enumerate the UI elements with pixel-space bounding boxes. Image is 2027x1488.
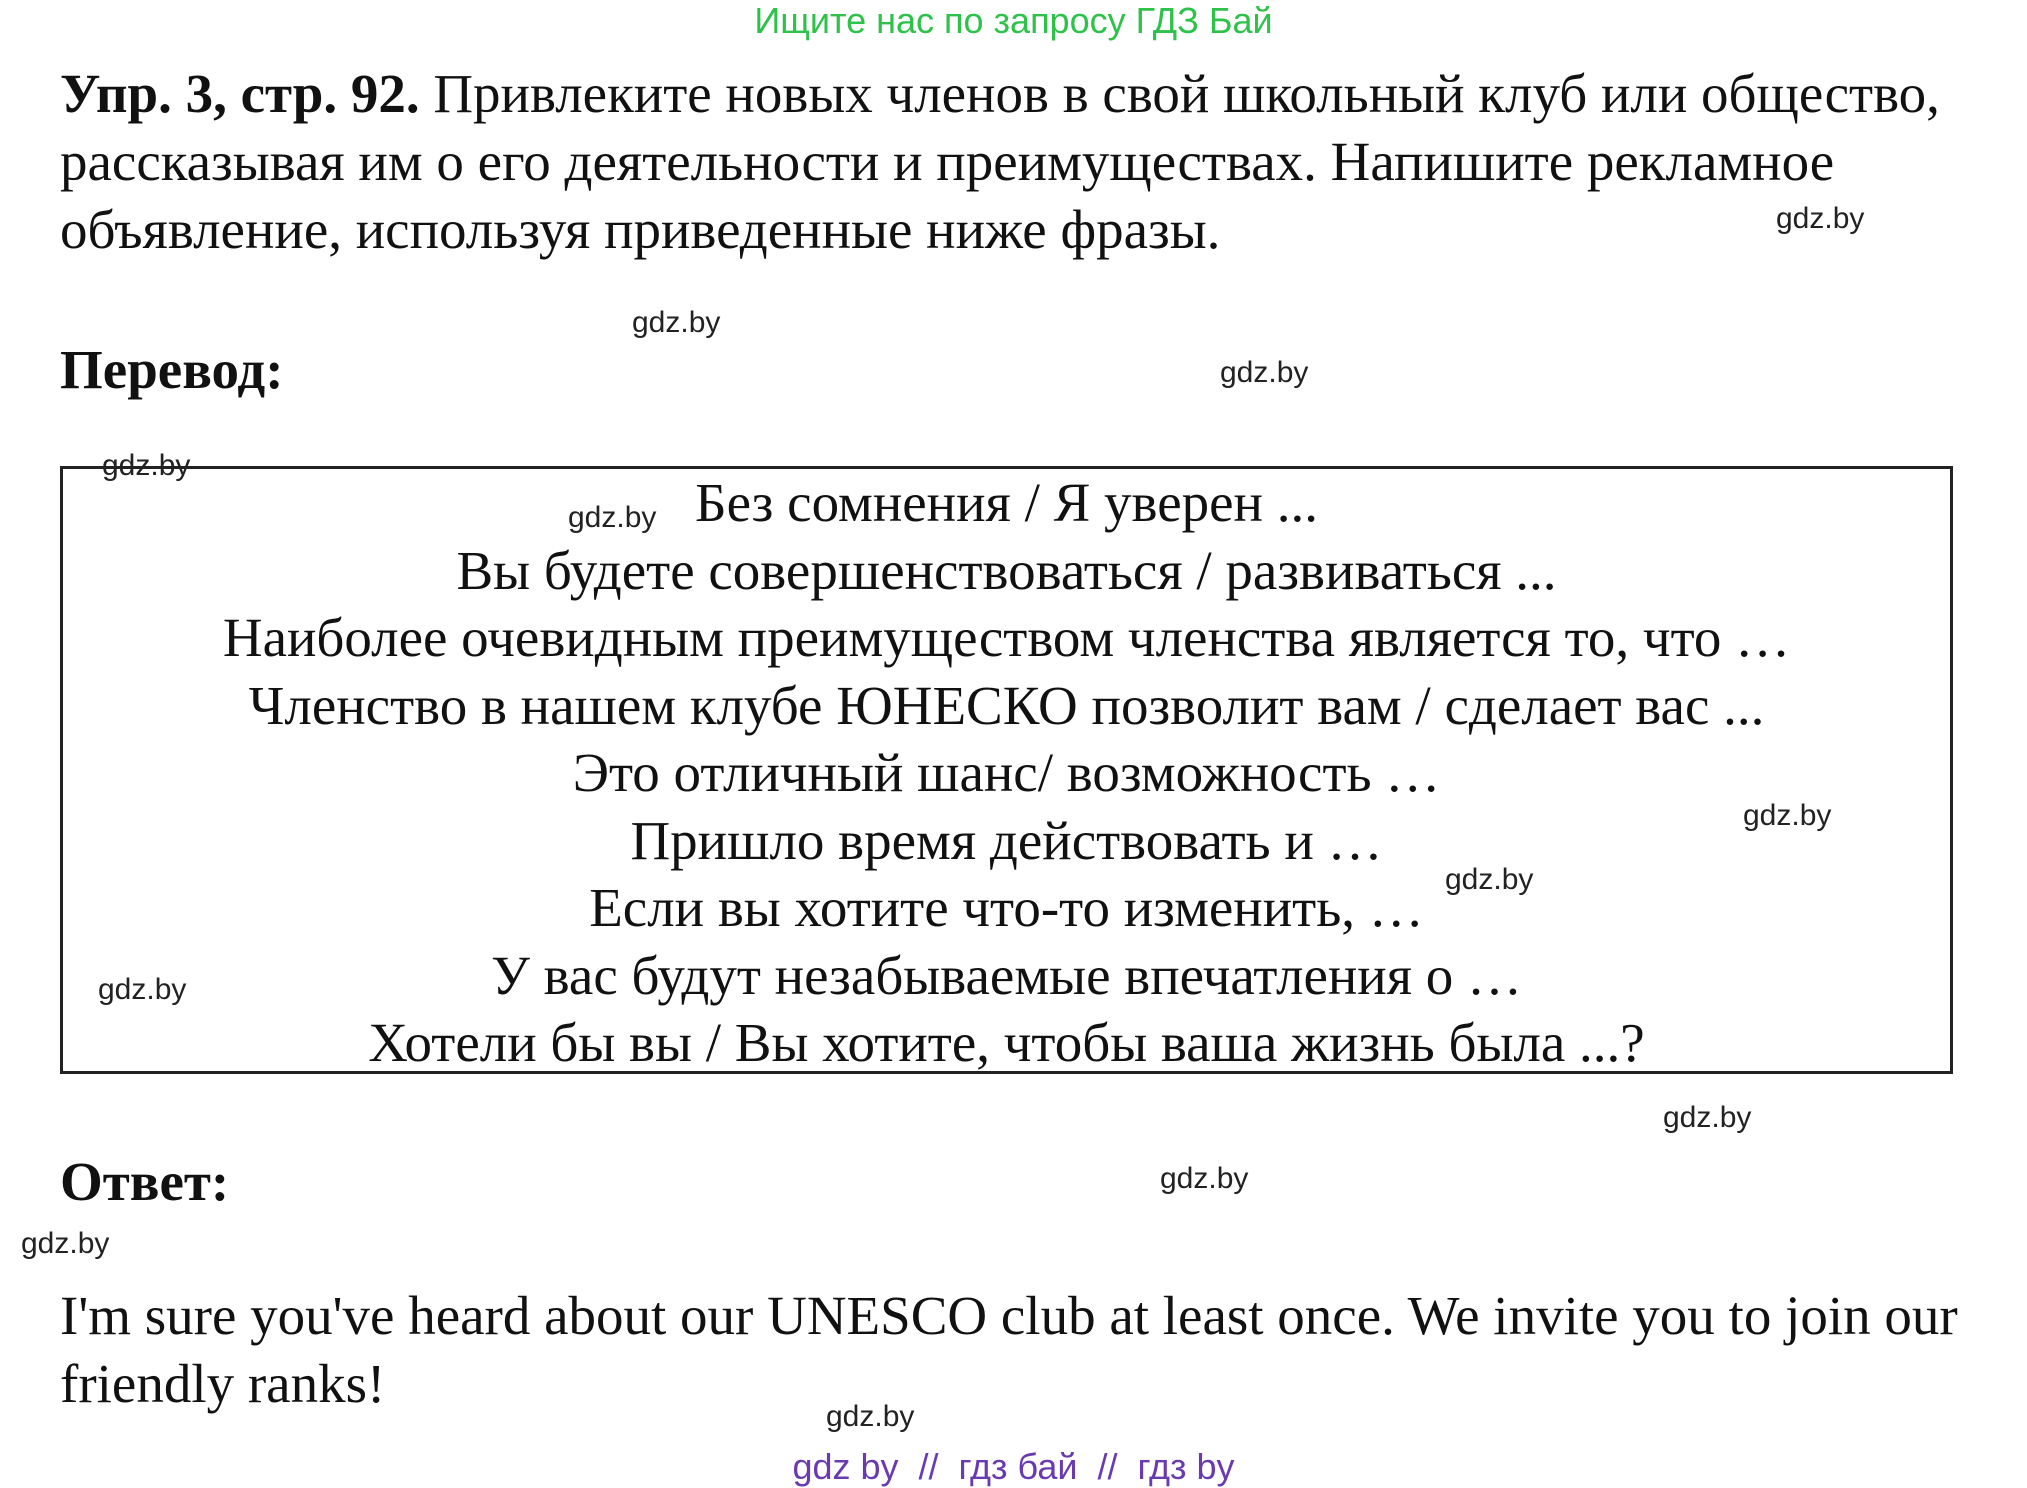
watermark: gdz.by [1743, 799, 1832, 832]
watermark: gdz.by [568, 501, 657, 534]
task-text: Привлеките новых членов в свой школьный клуб или общество, рассказывая им о его деятельности и преимуществах. Напишите рекламное объявление, используя приведенные ниже фразы. [60, 63, 1940, 260]
watermark: gdz.by [1776, 202, 1865, 235]
phrase-item: Пришло время действовать и … [630, 809, 1383, 871]
phrase-item: Наиболее очевидным преимуществом членства является то, что … [222, 607, 1791, 668]
phrase-item: У вас будут незабываемые впечатления о … [490, 944, 1523, 1006]
answer-text: I'm sure you've heard about our UNESCO club at least once. We invite you to join our friendly ranks! [60, 1285, 1958, 1414]
phrase-item: Вы будете совершенствоваться / развиваться ... [456, 539, 1557, 601]
phrase-item: Хотели бы вы / Вы хотите, чтобы ваша жизнь была ...? [368, 1012, 1645, 1073]
answer-heading: Ответ: [60, 1151, 230, 1212]
watermark: gdz.by [1160, 1162, 1249, 1195]
top-banner: Ищите нас по запросу ГДЗ Бай [754, 0, 1273, 41]
phrase-box [60, 466, 1953, 1074]
watermark: gdz.by [102, 449, 191, 482]
footer-links: gdz by // гдз бай // гдз by [792, 1446, 1235, 1487]
watermark: gdz.by [1663, 1101, 1752, 1134]
watermark: gdz.by [1220, 356, 1309, 389]
task-label: Упр. 3, стр. 92. [60, 63, 420, 124]
watermark: gdz.by [98, 973, 187, 1006]
phrase-item: Если вы хотите что-то изменить, … [589, 877, 1424, 938]
translation-heading: Перевод: [60, 339, 284, 400]
phrase-list [63, 469, 1950, 1077]
task-statement [60, 60, 1960, 264]
watermark: gdz.by [1445, 863, 1534, 896]
phrase-item: Это отличный шанс/ возможность … [572, 742, 1441, 803]
watermark: gdz.by [21, 1227, 110, 1260]
watermark: gdz.by [826, 1400, 915, 1433]
phrase-item: Без сомнения / Я уверен ... [695, 472, 1318, 533]
phrase-item: Членство в нашем клубе ЮНЕСКО позволит вам / сделает вас ... [248, 674, 1765, 736]
watermark: gdz.by [632, 306, 721, 339]
